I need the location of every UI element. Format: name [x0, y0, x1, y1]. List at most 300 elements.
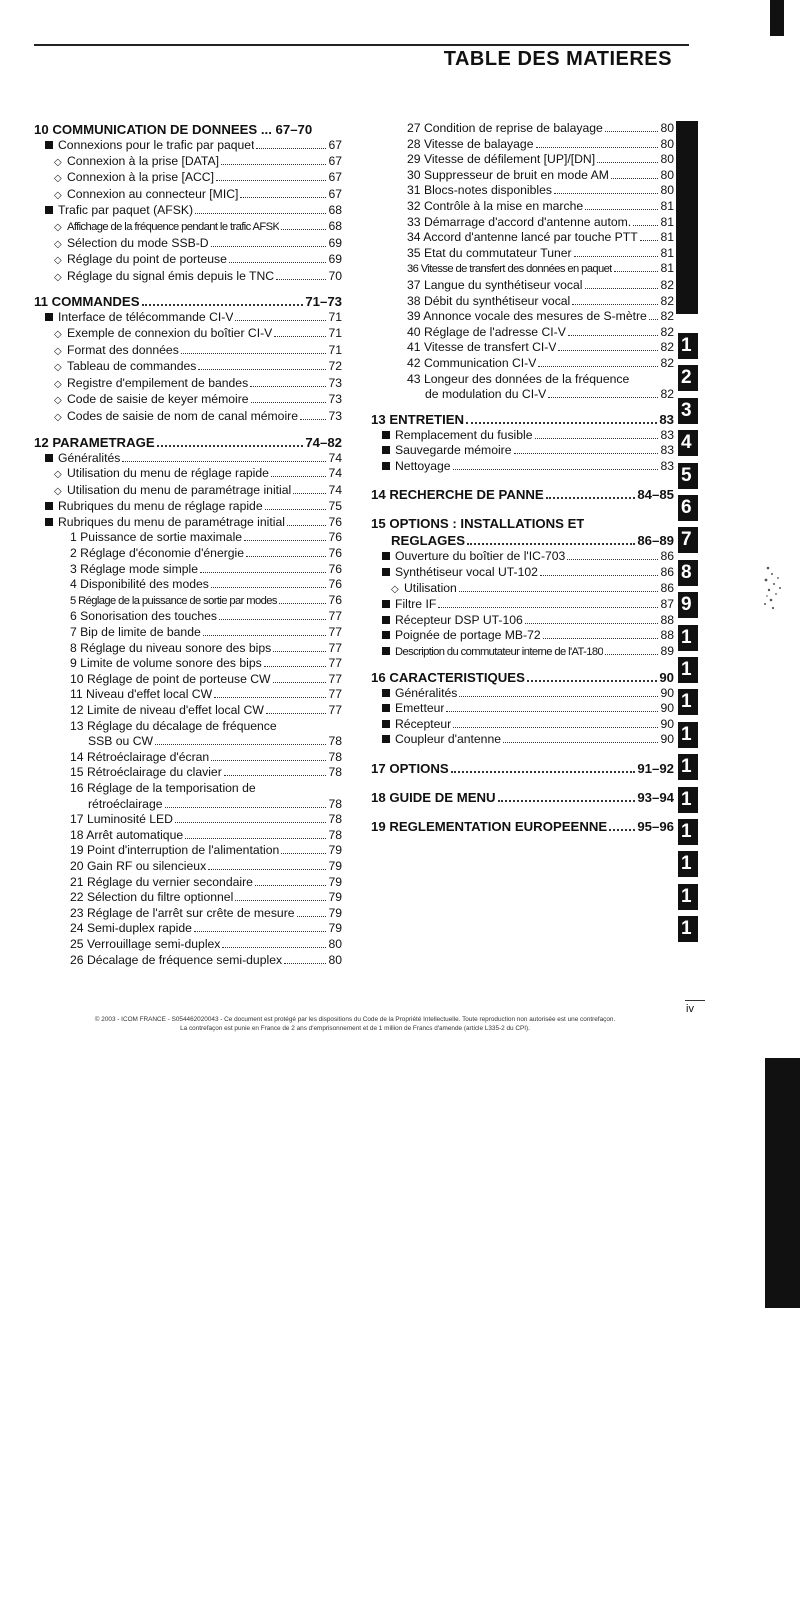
filled-square-bullet-icon — [45, 313, 53, 321]
dot-leader — [459, 696, 658, 697]
toc-section-heading — [371, 760, 674, 777]
dot-leader — [451, 771, 636, 773]
entry-page: 81 — [660, 261, 674, 276]
toc-entry — [34, 656, 342, 672]
entry-page: 90 — [660, 716, 674, 731]
toc-entry — [34, 138, 342, 154]
diamond-bullet-icon: ◇ — [54, 156, 62, 168]
entry-page: 82 — [660, 277, 674, 292]
chapter-tab: 1 — [678, 884, 698, 910]
entry-page: 88 — [660, 628, 674, 643]
entry-text: 19 Point d'interruption de l'alimentation — [70, 843, 280, 858]
filled-square-bullet-icon — [45, 141, 53, 149]
entry-page: 74 — [328, 466, 342, 481]
entry-text: Registre d'empilement de bandes — [67, 375, 249, 390]
entry-text: 13 ENTRETIEN — [371, 411, 465, 427]
filled-square-bullet-icon — [382, 431, 390, 439]
entry-text: 40 Réglage de l'adresse CI-V — [407, 324, 566, 339]
dot-leader — [271, 476, 327, 477]
entry-page: 69 — [328, 252, 342, 267]
entry-text: 22 Sélection du filtre optionnel — [70, 890, 234, 905]
entry-text: Généralités — [58, 450, 121, 465]
entry-page: 67 — [328, 170, 342, 185]
entry-page: 86 — [660, 549, 674, 564]
page-title: TABLE DES MATIERES — [443, 48, 672, 70]
entry-page: 82 — [660, 309, 674, 324]
diamond-bullet-icon: ◇ — [54, 378, 62, 390]
toc-entry — [34, 953, 342, 969]
toc-entry — [34, 236, 342, 253]
entry-page: 77 — [328, 687, 342, 702]
entry-page: 77 — [328, 609, 342, 624]
diamond-bullet-icon: ◇ — [54, 345, 62, 357]
dot-leader — [514, 453, 659, 454]
entry-text: 19 REGLEMENTATION EUROPEENNE — [371, 819, 608, 834]
dot-leader — [157, 445, 304, 447]
toc-entry — [34, 593, 342, 610]
toc-section-heading — [371, 818, 674, 835]
toc-entry — [34, 376, 342, 393]
dot-leader — [605, 654, 658, 655]
dot-leader — [246, 556, 326, 557]
entry-text: Réglage du point de porteuse — [67, 252, 227, 267]
chapter-tab: 2 — [678, 365, 698, 391]
dot-leader — [438, 607, 658, 608]
entry-page: 83 — [659, 411, 674, 427]
toc-entry — [371, 309, 674, 325]
dot-leader — [567, 559, 658, 560]
dot-leader — [142, 304, 304, 306]
toc-entry — [371, 701, 674, 717]
entry-text: 36 Vitesse de transfert des données en paquet — [407, 263, 612, 276]
entry-page: 80 — [660, 136, 674, 151]
filled-square-bullet-icon — [382, 689, 390, 697]
filled-square-bullet-icon — [382, 446, 390, 454]
dot-leader — [585, 209, 658, 210]
toc-entry — [371, 261, 674, 278]
toc-entry — [34, 641, 342, 657]
toc-entry — [371, 581, 674, 598]
dot-leader — [300, 419, 326, 420]
entry-page: 68 — [328, 218, 342, 233]
entry-text: 27 Condition de reprise de balayage — [407, 121, 603, 135]
entry-page: 79 — [328, 843, 342, 858]
filled-square-bullet-icon — [382, 735, 390, 743]
entry-text: Connexion à la prise [DATA] — [67, 153, 219, 168]
entry-text: Généralités — [395, 685, 458, 700]
filled-square-bullet-icon — [382, 568, 390, 576]
entry-page: 71 — [328, 342, 342, 357]
dot-leader — [273, 682, 327, 683]
dot-leader — [546, 497, 636, 499]
toc-entry — [34, 466, 342, 483]
toc-entry — [34, 937, 342, 953]
entry-page: 76 — [328, 546, 342, 561]
entry-text: Utilisation — [404, 580, 457, 595]
entry-text: Codes de saisie de nom de canal mémoire — [67, 408, 299, 423]
dot-leader — [543, 638, 659, 639]
dot-leader — [568, 335, 659, 336]
entry-page: 76 — [328, 592, 342, 607]
dot-leader — [284, 963, 326, 964]
entry-text: 37 Langue du synthétiseur vocal — [407, 277, 583, 292]
entry-text: Connexion à la prise [ACC] — [67, 170, 214, 185]
entry-text: 18 GUIDE DE MENU — [371, 790, 496, 805]
entry-page: 70 — [328, 268, 342, 283]
dot-leader — [574, 256, 659, 257]
dot-leader — [605, 131, 659, 132]
dot-leader — [194, 931, 326, 932]
entry-text: 12 PARAMETRAGE — [34, 434, 155, 450]
entry-page: 75 — [328, 499, 342, 514]
entry-text: Trafic par paquet (AFSK) — [58, 203, 194, 218]
dot-leader — [287, 525, 326, 526]
entry-page: 76 — [328, 530, 342, 545]
dot-leader — [538, 366, 658, 367]
toc-entry — [34, 828, 342, 844]
entry-text: 11 COMMANDES — [34, 294, 140, 310]
entry-page: 90 — [659, 669, 674, 685]
toc-entry — [34, 859, 342, 875]
entry-page: 87 — [660, 597, 674, 612]
dot-leader — [293, 493, 326, 494]
dot-leader — [208, 869, 326, 870]
chapter-tab: 1 — [678, 689, 698, 715]
chapter-tab: 5 — [678, 463, 698, 489]
entry-text: Sauvegarde mémoire — [395, 443, 512, 458]
entry-page: 77 — [328, 703, 342, 717]
toc-entry — [34, 269, 342, 286]
entry-text: 29 Vitesse de défilement [UP]/[DN] — [407, 152, 596, 167]
dot-leader — [281, 229, 326, 230]
toc-entry — [34, 451, 342, 467]
dot-leader — [235, 320, 326, 321]
entry-page: 90 — [660, 685, 674, 700]
dot-leader — [211, 760, 326, 761]
entry-page: 73 — [328, 408, 342, 423]
footer-line-1: © 2003 - ICOM FRANCE - S054462020043 - Ce document est protégé par les dispositions du Code de la Propriété Intellectuelle. Toute reproduction non autorisée est une contrefaçon. — [94, 1016, 616, 1023]
entry-text: 33 Démarrage d'accord d'antenne autom. — [407, 214, 632, 229]
entry-text: 14 RECHERCHE DE PANNE — [371, 487, 544, 503]
entry-text: 31 Blocs-notes disponibles — [407, 183, 552, 198]
chapter-tab: 1 — [678, 333, 698, 359]
entry-text: 32 Contrôle à la mise en marche — [407, 198, 584, 213]
entry-text: Exemple de connexion du boîtier CI-V — [67, 325, 273, 340]
toc-section-heading — [371, 669, 674, 686]
toc-entry — [371, 340, 674, 356]
entry-page: 91–92 — [637, 761, 674, 776]
dot-leader — [251, 402, 327, 403]
dot-leader — [273, 651, 326, 652]
entry-page: 78 — [328, 765, 342, 780]
diamond-bullet-icon: ◇ — [54, 485, 62, 497]
entry-page: 83 — [660, 427, 674, 442]
entry-text: Poignée de portage MB-72 — [395, 628, 541, 643]
chapter-tab: 8 — [678, 560, 698, 586]
toc-entry — [371, 597, 674, 613]
entry-page: 73 — [328, 375, 342, 390]
entry-text: Emetteur — [395, 701, 445, 716]
page-edge-mark — [770, 0, 784, 36]
toc-entry — [371, 246, 674, 262]
toc-entry — [34, 546, 342, 562]
entry-text: 16 Réglage de la temporisation de — [70, 780, 256, 795]
entry-page: 86 — [660, 580, 674, 595]
diamond-bullet-icon: ◇ — [54, 469, 62, 481]
entry-page: 80 — [328, 936, 342, 951]
entry-page: 77 — [328, 625, 342, 640]
dot-leader — [211, 246, 327, 247]
entry-text: Filtre IF — [395, 597, 437, 612]
toc-entry — [34, 719, 342, 735]
entry-text: 5 Réglage de la puissance de sortie par modes — [70, 594, 277, 607]
toc-entry — [34, 765, 342, 781]
entry-page: 76 — [328, 561, 342, 576]
entry-text: 21 Réglage du vernier secondaire — [70, 874, 253, 889]
chapter-tab: 1 — [678, 787, 698, 813]
toc-entry — [371, 372, 674, 388]
chapter-tab: 1 — [678, 851, 698, 877]
toc-entry — [34, 219, 342, 236]
entry-page: 79 — [328, 921, 342, 936]
toc-entry — [34, 359, 342, 376]
filled-square-bullet-icon — [382, 600, 390, 608]
filled-square-bullet-icon — [45, 502, 53, 510]
entry-text: Interface de télécommande CI-V — [58, 310, 234, 325]
entry-text: 24 Semi-duplex rapide — [70, 921, 192, 936]
dot-leader — [235, 900, 326, 901]
entry-text: 4 Disponibilité des modes — [70, 577, 209, 592]
entry-text: 17 OPTIONS — [371, 761, 449, 776]
entry-text: 15 Rétroéclairage du clavier — [70, 765, 222, 780]
dot-leader — [195, 213, 326, 214]
filled-square-bullet-icon — [45, 454, 53, 462]
toc-section-heading — [34, 434, 342, 451]
entry-page: 90 — [660, 701, 674, 716]
toc-entry — [34, 843, 342, 859]
entry-text: Ouverture du boîtier de l'IC-703 — [395, 549, 566, 564]
dot-leader — [211, 587, 327, 588]
entry-text: 2 Réglage d'économie d'énergie — [70, 546, 245, 561]
toc-entry — [34, 890, 342, 906]
entry-page: 77 — [328, 671, 342, 686]
dot-leader — [467, 543, 635, 545]
toc-entry — [34, 703, 342, 719]
entry-page: 82 — [660, 355, 674, 370]
entry-text: 11 Niveau d'effet local CW — [70, 687, 213, 702]
entry-page: 86 — [660, 565, 674, 580]
toc-entry — [34, 875, 342, 891]
dot-leader — [572, 304, 658, 305]
diamond-bullet-icon: ◇ — [54, 255, 62, 267]
dot-leader — [281, 853, 326, 854]
entry-text: Utilisation du menu de réglage rapide — [67, 466, 269, 481]
chapter-tab: 1 — [678, 722, 698, 748]
entry-page: 69 — [328, 235, 342, 250]
toc-entry — [34, 187, 342, 204]
toc-entry — [371, 294, 674, 310]
toc-section-heading — [371, 515, 674, 532]
entry-page: 82 — [660, 293, 674, 308]
dot-leader — [216, 180, 326, 181]
dot-leader — [459, 591, 659, 592]
filled-square-bullet-icon — [382, 552, 390, 560]
entry-page: 68 — [328, 203, 342, 218]
entry-text: Rubriques du menu de paramétrage initial — [58, 514, 285, 529]
toc-entry — [371, 152, 674, 168]
dot-leader — [221, 164, 326, 165]
toc-entry — [371, 168, 674, 184]
dot-leader — [244, 540, 326, 541]
entry-page: 67 — [328, 153, 342, 168]
entry-text: 28 Vitesse de balayage — [407, 136, 534, 151]
chapter-bar — [676, 121, 698, 314]
entry-page: 76 — [328, 577, 342, 592]
page-number-rule — [685, 1000, 705, 1001]
entry-text: 26 Décalage de fréquence semi-duplex — [70, 952, 283, 967]
toc-right-column — [371, 121, 674, 835]
dot-leader — [498, 800, 636, 802]
toc-entry — [371, 356, 674, 372]
entry-text: Réglage du signal émis depuis le TNC — [67, 268, 275, 283]
entry-text: 10 COMMUNICATION DE DONNEES ... 67–70 — [34, 122, 313, 137]
toc-entry — [371, 199, 674, 215]
toc-entry — [34, 483, 342, 500]
dot-leader — [466, 422, 657, 424]
entry-text: 39 Annonce vocale des mesures de S-mètre — [407, 309, 647, 324]
toc-entry — [34, 750, 342, 766]
scan-speckle — [760, 560, 800, 620]
toc-section-heading — [371, 789, 674, 806]
dot-leader — [536, 147, 659, 148]
toc-entry — [34, 562, 342, 578]
filled-square-bullet-icon — [382, 647, 390, 655]
entry-text: 41 Vitesse de transfert CI-V — [407, 340, 557, 355]
page-number: iv — [686, 1003, 694, 1015]
dot-leader — [633, 225, 658, 226]
toc-entry — [371, 613, 674, 629]
dot-leader — [554, 193, 658, 194]
filled-square-bullet-icon — [382, 720, 390, 728]
dot-leader — [219, 619, 326, 620]
toc-entry — [34, 672, 342, 688]
chapter-tab: 1 — [678, 625, 698, 651]
entry-page: 80 — [660, 152, 674, 167]
toc-entry — [371, 278, 674, 294]
entry-text: rétroéclairage — [88, 796, 163, 811]
dot-leader — [640, 240, 659, 241]
entry-page: 86–89 — [637, 533, 674, 549]
entry-page: 67 — [328, 186, 342, 201]
toc-entry — [371, 428, 674, 444]
dot-leader — [611, 178, 659, 179]
toc-entry — [34, 921, 342, 937]
entry-text: SSB ou CW — [88, 734, 154, 749]
toc-entry — [371, 565, 674, 581]
entry-text: 10 Réglage de point de porteuse CW — [70, 671, 271, 686]
dot-leader — [155, 744, 326, 745]
toc-section-heading — [34, 121, 342, 138]
entry-page: 78 — [328, 749, 342, 764]
toc-entry — [371, 215, 674, 231]
toc-entry — [371, 644, 674, 661]
entry-text: 35 Etat du commutateur Tuner — [407, 245, 572, 260]
entry-text: Connexion au connecteur [MIC] — [67, 186, 239, 201]
entry-text: Format des données — [67, 342, 179, 357]
toc-entry — [34, 515, 342, 531]
filled-square-bullet-icon — [382, 631, 390, 639]
entry-text: Coupleur d'antenne — [395, 732, 502, 747]
entry-text: 1 Puissance de sortie maximale — [70, 530, 243, 545]
dot-leader — [446, 711, 658, 712]
entry-text: Connexions pour le trafic par paquet — [58, 138, 255, 152]
toc-entry — [34, 625, 342, 641]
toc-entry — [34, 530, 342, 546]
entry-text: Tableau de commandes — [67, 359, 197, 374]
dot-leader — [614, 271, 659, 272]
dot-leader — [185, 838, 326, 839]
entry-text: de modulation du CI-V — [425, 387, 547, 402]
dot-leader — [540, 575, 659, 576]
entry-text: 17 Luminosité LED — [70, 812, 173, 827]
dot-leader — [175, 822, 326, 823]
entry-page: 82 — [660, 324, 674, 339]
entry-page: 71 — [328, 325, 342, 340]
chapter-tab: 4 — [678, 430, 698, 456]
toc-section-heading — [371, 411, 674, 428]
dot-leader — [525, 623, 659, 624]
toc-entry — [34, 343, 342, 360]
toc-entry — [34, 734, 342, 750]
toc-entry — [371, 443, 674, 459]
chapter-tab: 1 — [678, 819, 698, 845]
dot-leader — [558, 350, 658, 351]
toc-entry — [371, 732, 674, 748]
entry-page: 76 — [328, 514, 342, 529]
entry-text: 16 CARACTERISTIQUES — [371, 669, 525, 685]
diamond-bullet-icon: ◇ — [54, 238, 62, 250]
diamond-bullet-icon: ◇ — [54, 221, 62, 233]
entry-page: 74–82 — [305, 434, 342, 450]
entry-text: Utilisation du menu de paramétrage initial — [67, 482, 292, 497]
toc-entry — [34, 812, 342, 828]
toc-entry — [371, 549, 674, 565]
entry-text: Affichage de la fréquence pendant le trafic AFSK — [67, 220, 280, 233]
entry-text: Description du commutateur interne de l'AT-180 — [395, 646, 604, 659]
dot-leader — [265, 509, 327, 510]
entry-page: 78 — [328, 796, 342, 811]
dot-leader — [229, 262, 327, 263]
filled-square-bullet-icon — [382, 616, 390, 624]
entry-page: 79 — [328, 905, 342, 920]
entry-page: 90 — [660, 732, 674, 747]
toc-entry — [34, 252, 342, 269]
entry-text: 8 Réglage du niveau sonore des bips — [70, 640, 272, 655]
entry-page: 80 — [660, 121, 674, 135]
toc-entry — [34, 781, 342, 797]
dot-leader — [276, 279, 326, 280]
chapter-tab: 7 — [678, 527, 698, 553]
entry-page: 82 — [660, 387, 674, 402]
diamond-bullet-icon: ◇ — [54, 328, 62, 340]
toc-entry — [34, 203, 342, 219]
entry-page: 79 — [328, 858, 342, 873]
entry-page: 79 — [328, 890, 342, 905]
entry-text: Récepteur DSP UT-106 — [395, 612, 523, 627]
toc-entry — [34, 609, 342, 625]
toc-entry — [371, 628, 674, 644]
toc-entry — [371, 121, 674, 137]
